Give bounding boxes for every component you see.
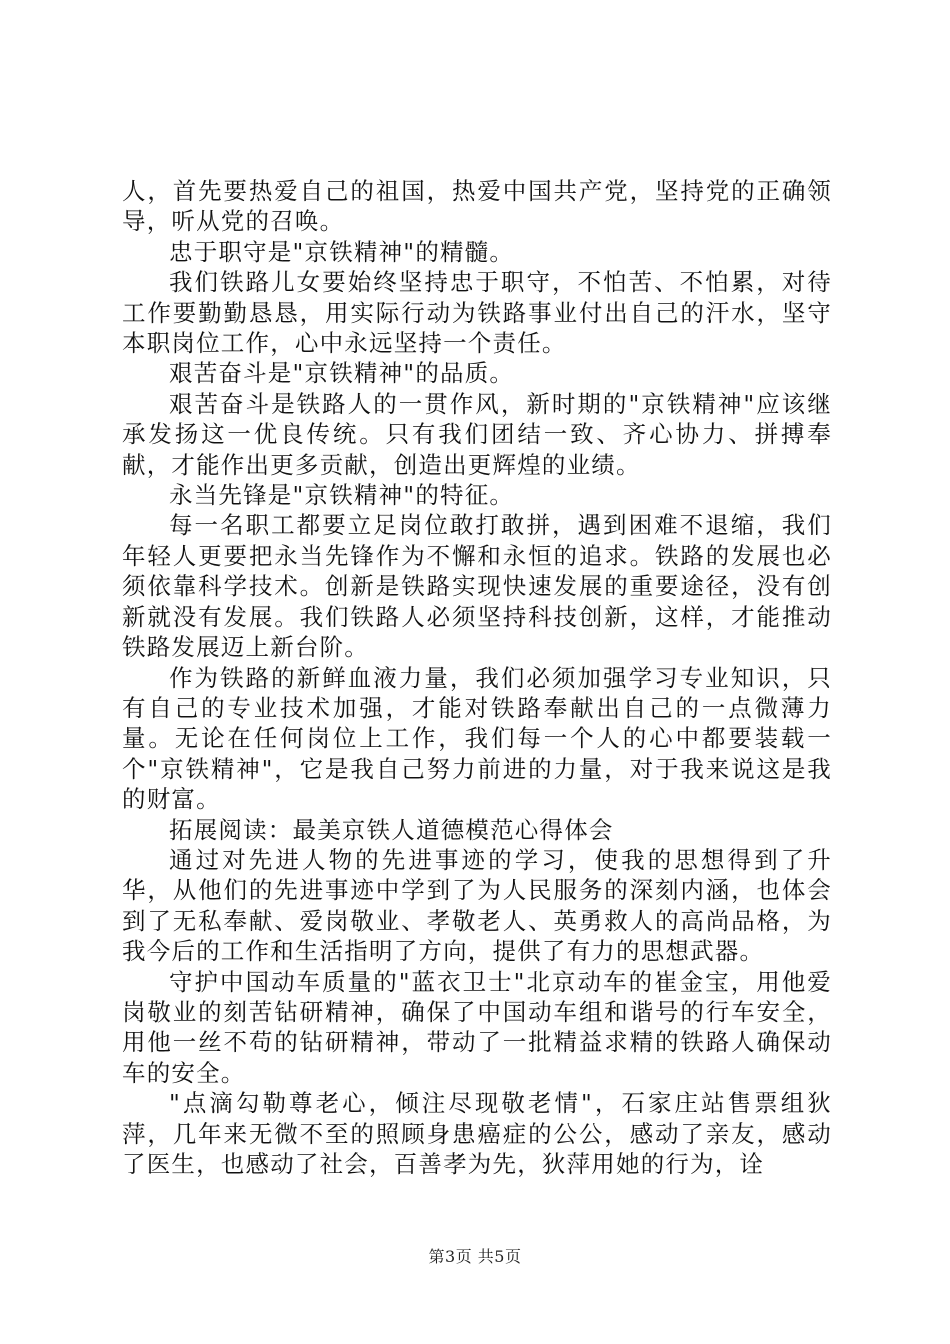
paragraph: 艰苦奋斗是铁路人的一贯作风，新时期的"京铁精神"应该继承发扬这一优良传统。只有我们团结一致、齐心协力、拼搏奉献，才能作出更多贡献，创造出更辉煌的业绩。 bbox=[122, 389, 832, 479]
paragraph-heading: 永当先锋是"京铁精神"的特征。 bbox=[169, 481, 515, 510]
paragraph: 作为铁路的新鲜血液力量，我们必须加强学习专业知识，只有自己的专业技术加强，才能对铁路奉献出自己的一点微薄力量。无论在任何岗位上工作，我们每一个人的心中都要装载一个"京铁精神"，它是我自己努力前进的力量，对于我来说这是我的财富。 bbox=[122, 663, 832, 814]
page-number-footer: 第3页 共5页 bbox=[428, 1247, 522, 1266]
paragraph-heading: 拓展阅读：最美京铁人道德模范心得体会 bbox=[169, 815, 614, 844]
paragraph: 我们铁路儿女要始终坚持忠于职守，不怕苦、不怕累，对待工作要勤勤恳恳，用实际行动为铁路事业付出自己的汗水，坚守本职岗位工作，心中永远坚持一个责任。 bbox=[122, 268, 832, 358]
paragraph: 守护中国动车质量的"蓝衣卫士"北京动车的崔金宝，用他爱岗敬业的刻苦钻研精神，确保了中国动车组和谐号的行车安全，用他一丝不苟的钻研精神，带动了一批精益求精的铁路人确保动车的安全。 bbox=[122, 967, 832, 1087]
paragraph: 通过对先进人物的先进事迹的学习，使我的思想得到了升华，从他们的先进事迹中学到了为人民服务的深刻内涵，也体会到了无私奉献、爱岗敬业、孝敬老人、英勇救人的高尚品格，为我今后的工作和生活指明了方向，提供了有力的思想武器。 bbox=[122, 845, 832, 966]
paragraph-heading: 艰苦奋斗是"京铁精神"的品质。 bbox=[169, 359, 515, 388]
body-text bbox=[122, 176, 832, 1179]
paragraph-continued: 人，首先要热爱自己的祖国，热爱中国共产党，坚持党的正确领导，听从党的召唤。 bbox=[122, 177, 832, 236]
paragraph: 每一名职工都要立足岗位敢打敢拼，遇到困难不退缩，我们年轻人更要把永当先锋作为不懈和永恒的追求。铁路的发展也必须依靠科学技术。创新是铁路实现快速发展的重要途径，没有创新就没有发展。我们铁路人必须坚持科技创新，这样，才能推动铁路发展迈上新台阶。 bbox=[122, 511, 832, 662]
paragraph: "点滴勾勒尊老心，倾注尽现敬老情"，石家庄站售票组狄萍，几年来无微不至的照顾身患癌症的公公，感动了亲友，感动了医生，也感动了社会，百善孝为先，狄萍用她的行为，诠 bbox=[122, 1089, 832, 1178]
paragraph-heading: 忠于职守是"京铁精神"的精髓。 bbox=[169, 237, 515, 266]
